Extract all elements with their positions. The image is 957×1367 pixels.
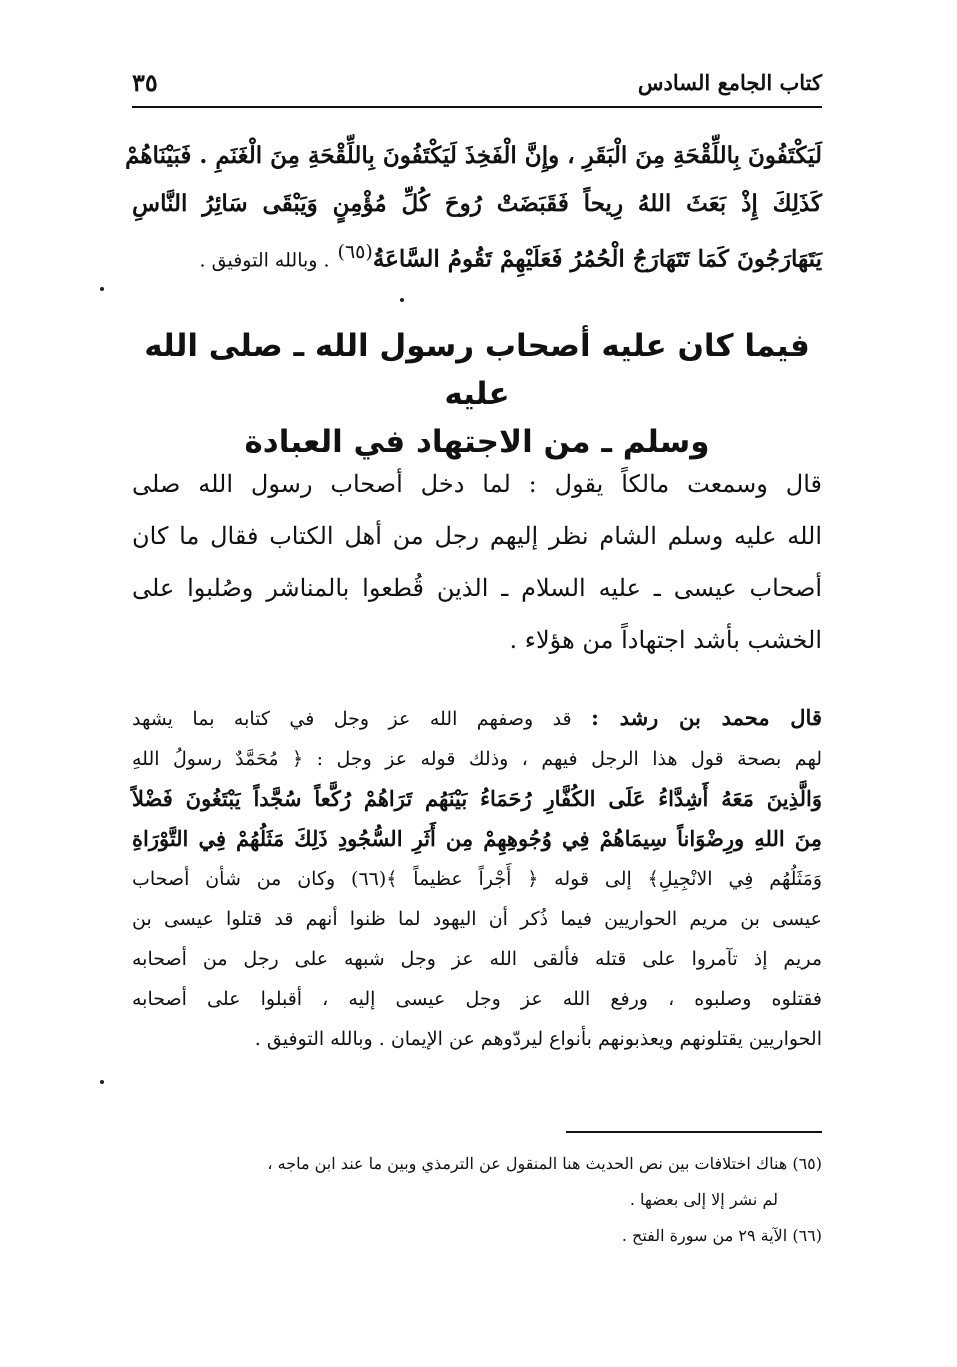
footnote-rule <box>566 1131 822 1133</box>
paragraph-line: وَمَثَلُهُم فِي الانْجِيلِ﴾ إلى قوله ﴿ أَجْراً عظيماً ﴾(٦٦) وكان من شأن أصحاب <box>132 868 822 890</box>
header-title: كتاب الجامع السادس <box>637 70 822 95</box>
passage-line-last <box>132 228 822 285</box>
speaker-label: قال محمد بن رشد : <box>591 705 822 730</box>
footnote-number: (٦٥) <box>792 1154 822 1173</box>
footnote-continuation: لم نشر إلا إلى بعضها . <box>629 1190 778 1209</box>
footnote-number: (٦٦) <box>792 1226 822 1245</box>
passage-closing: . وبالله التوفيق . <box>199 249 330 272</box>
footnote-text: هناك اختلافات بين نص الحديث هنا المنقول عن الترمذي وبين ما عند ابن ماجه ، <box>267 1154 788 1173</box>
heading-line: فيما كان عليه أصحاب رسول الله ـ صلى الله عليه <box>144 328 810 412</box>
heading-line: وسلم ـ من الاجتهاد في العبادة <box>244 424 710 460</box>
paragraph-line: الحواريين يقتلونهم ويعذبونهم بأنواع ليردّوهم عن الإيمان . وبالله التوفيق . <box>254 1028 822 1050</box>
page-number: ٣٥ <box>132 68 158 97</box>
paragraph-line: الخشب بأشد اجتهاداً من هؤلاء . <box>509 626 822 654</box>
passage-line: كَذَلِكَ إِذْ بَعَثَ اللهُ رِيحاً فَقَبَضَتْ رُوحَ كُلِّ مُؤْمِنٍ وَيَبْقَى سَائِرُ النَّاسِ <box>132 190 822 217</box>
hadith-passage <box>125 132 822 285</box>
paragraph-ibn-rushd <box>132 698 822 1059</box>
section-heading <box>132 322 822 466</box>
paragraph-line: قال وسمعت مالكاً يقول : لما دخل أصحاب رسول الله صلى <box>132 470 822 498</box>
running-header <box>132 66 822 106</box>
footnote-65 <box>132 1146 822 1182</box>
footnotes <box>132 1146 822 1254</box>
paragraph-line: فقتلوه وصلبوه ، ورفع الله عز وجل عيسى إليه ، أقبلوا على أصحابه <box>132 988 822 1010</box>
passage-line: لَيَكْتَفُونَ بِاللِّقْحَةِ مِنَ الْبَقَرِ ، وإِنَّ الْفَخِذَ لَيَكْتَفُونَ بِاللِّقْحَةِ مِنَ الْغَنَمِ . فَبَيْنَاهُمْ <box>125 142 822 169</box>
paragraph-line: أصحاب عيسى ـ عليه السلام ـ الذين قُطعوا بالمناشر وصُلبوا على <box>132 574 822 602</box>
scan-speck <box>400 298 404 302</box>
paragraph-malik <box>132 458 822 666</box>
footnote-text: الآية ٢٩ من سورة الفتح . <box>621 1226 788 1245</box>
footnote-66 <box>132 1218 822 1254</box>
scan-speck <box>100 1080 104 1084</box>
scan-speck <box>100 287 104 291</box>
header-rule <box>132 106 822 108</box>
passage-line-text: يَتَهَارَجُونَ كَمَا تَتَهَارَجُ الْحُمُرُ فَعَلَيْهِمْ تَقُومُ السَّاعَةُ <box>372 245 822 273</box>
paragraph-line: الله عليه وسلم الشام نظر إليهم رجل من أهل الكتاب فقال ما كان <box>132 522 822 550</box>
paragraph-line: لهم بصحة قول هذا الرجل فيهم ، وذلك قوله عز وجل : ﴿ مُحَمَّدٌ رسولُ اللهِ <box>132 748 822 770</box>
paragraph-line-first <box>132 698 822 739</box>
paragraph-line: عيسى بن مريم الحواريين فيما ذُكر أن اليهود لما ظنوا أنهم قد قتلوا عيسى بن <box>132 908 822 930</box>
quran-verse-line: وَالَّذِينَ مَعَهُ أَشِدَّاءُ عَلَى الكُفَّارِ رُحَمَاءُ بَيْنَهُم تَرَاهُمْ رُكَّعاً سُجَّداً يَبْتَغُونَ فَضْلاً <box>132 786 822 811</box>
quran-verse-line: مِنَ اللهِ ورِضْوَاناً سِيمَاهُمْ فِي وُجُوهِهِمْ مِن أَثَرِ السُّجُودِ ذَلِكَ مَثَلُهُمْ فِي التَّوْرَاةِ <box>132 826 822 851</box>
footnote-marker: (٦٥) <box>337 241 373 263</box>
paragraph-line: مريم إذ تآمروا على قتله فألقى الله عز وجل شبهه على رجل من أصحابه <box>132 948 822 970</box>
paragraph-line-text: قد وصفهم الله عز وجل في كتابه بما يشهد <box>132 708 572 730</box>
